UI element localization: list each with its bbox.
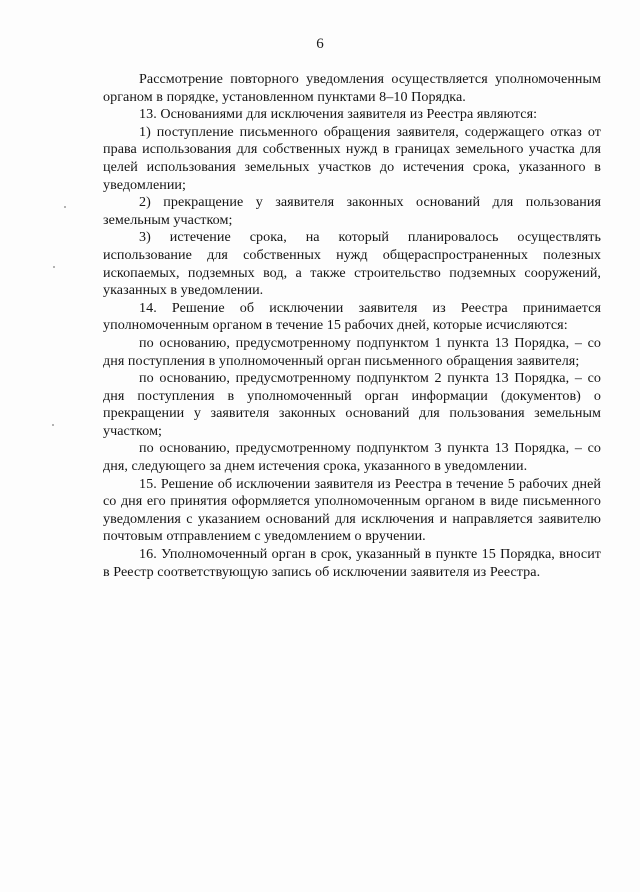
paragraph-13-item-2: 2) прекращение у заявителя законных оснований для пользования земельным участком; <box>103 194 601 228</box>
page-number: 6 <box>316 36 324 52</box>
document-body <box>103 71 601 581</box>
paragraph-16: 16. Уполномоченный орган в срок, указанный в пункте 15 Порядка, вносит в Реестр соответствующую запись об исключении заявителя из Реестра. <box>103 546 601 580</box>
paragraph-13-item-3: 3) истечение срока, на который планировалось осуществлять использование для собственных нужд общераспространенных полезных ископаемых, подземных вод, а также строительство подземных сооружений, указанных в уведомлении. <box>103 229 601 299</box>
paragraph-13-heading: 13. Основаниями для исключения заявителя из Реестра являются: <box>139 106 538 123</box>
scan-speck <box>52 424 54 426</box>
paragraph-14-heading: 14. Решение об исключении заявителя из Реестра принимается уполномоченным органом в течение 15 рабочих дней, которые исчисляются: <box>103 299 601 334</box>
paragraph-14-basis-3: по основанию, предусмотренному подпунктом 3 пункта 13 Порядка, – со дня, следующего за днем истечения срока, указанного в уведомлении. <box>103 440 601 475</box>
paragraph-15: 15. Решение об исключении заявителя из Реестра в течение 5 рабочих дней со дня его принятия оформляется уполномоченным органом в виде письменного уведомления с указанием оснований для исключения и направляется заявителю почтовым отправлением с уведомлением о вручении. <box>103 475 601 545</box>
scan-speck <box>53 266 55 268</box>
paragraph-13-item-1: 1) поступление письменного обращения заявителя, содержащего отказ от права использования для собственных нужд в границах земельного участка для целей использования земельных участков до истечения срока, указанного в уведомлении; <box>103 123 601 193</box>
paragraph-reconsideration: Рассмотрение повторного уведомления осуществляется уполномоченным органом в порядке, установленном пунктами 8–10 Порядка. <box>103 71 601 105</box>
paragraph-14-basis-1: по основанию, предусмотренному подпунктом 1 пункта 13 Порядка, – со дня поступления в уполномоченный орган письменного обращения заявителя; <box>103 334 601 369</box>
scan-speck <box>64 206 66 208</box>
paragraph-14-basis-2: по основанию, предусмотренному подпунктом 2 пункта 13 Порядка, – со дня поступления в уполномоченный орган информации (документов) о прекращении у заявителя законных оснований для пользования земельным участком; <box>103 370 601 439</box>
